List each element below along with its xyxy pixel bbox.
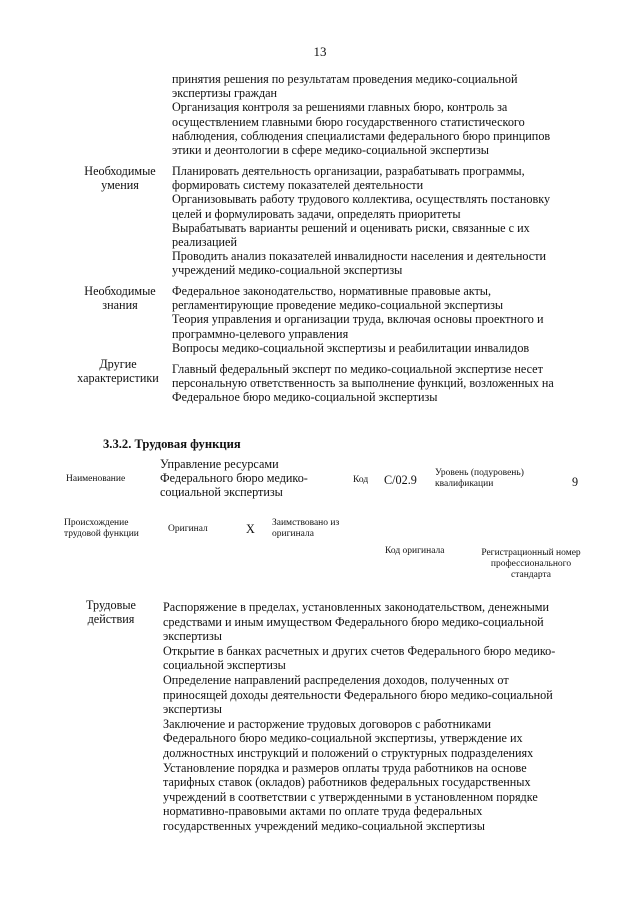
text-line: экспертизы bbox=[163, 702, 222, 717]
code-value: C/02.9 bbox=[384, 473, 417, 487]
label-line: Происхождение bbox=[64, 518, 129, 528]
text-line: Федерального бюро медико- bbox=[160, 471, 308, 486]
text-line: Организация контроля за решениями главных бюро, контроль за bbox=[172, 100, 508, 115]
text-line: социальной экспертизы bbox=[163, 658, 286, 673]
text-line: приносящей доходы деятельности Федерального бюро медико-социальной bbox=[163, 687, 553, 702]
text-line: регламентирующие проведение медико-социальной экспертизы bbox=[172, 298, 504, 313]
text-line: Теория управления и организации труда, включая основы проектного и bbox=[172, 312, 544, 327]
original-label: Оригинал bbox=[168, 524, 208, 534]
text-line: Вырабатывать варианты решений и оценивать риски, связанные с их bbox=[172, 220, 530, 235]
knowledge-text bbox=[172, 284, 543, 355]
text-line: нормативно-правовыми актами по оплате труда федеральных bbox=[163, 804, 483, 819]
text-line: Определение направлений распределения доходов, полученных от bbox=[163, 672, 509, 687]
text-line: Вопросы медико-социальной экспертизы и реабилитации инвалидов bbox=[172, 340, 530, 355]
text-line: Федерального бюро медико-социальной экспертизы, утверждение их bbox=[163, 731, 523, 746]
text-line: Распоряжение в пределах, установленных законодательством, денежными bbox=[163, 600, 550, 614]
label-line: Другие bbox=[99, 357, 137, 371]
borrowed-label bbox=[272, 518, 339, 540]
skills-text bbox=[172, 164, 550, 278]
text-line: Организовывать работу трудового коллектива, осуществлять постановку bbox=[172, 192, 551, 207]
actions-text bbox=[163, 600, 555, 834]
label-line: квалификации bbox=[435, 479, 494, 489]
label-line: Регистрационный номер bbox=[481, 548, 581, 558]
text-line: Федеральное бюро медико-социальной экспертизы bbox=[172, 390, 438, 405]
reg-number-label bbox=[474, 548, 588, 581]
label-line: трудовой функции bbox=[64, 529, 139, 539]
page-number: 13 bbox=[313, 44, 327, 59]
continuation-text bbox=[172, 72, 550, 157]
text-line: Главный федеральный эксперт по медико-социальной экспертизе несет bbox=[172, 362, 543, 376]
label-line: Необходимые bbox=[84, 164, 156, 178]
text-line: должностных инструкций и положений о структурных подразделениях bbox=[163, 745, 534, 760]
code-label: Код bbox=[353, 475, 369, 485]
section-heading: 3.3.2. Трудовая функция bbox=[103, 437, 241, 451]
text-line: социальной экспертизы bbox=[160, 485, 283, 500]
text-line: Проводить анализ показателей инвалидности населения и деятельности bbox=[172, 249, 547, 264]
text-line: целей и формулировать задачи, определять приоритеты bbox=[172, 206, 461, 221]
text-line: Управление ресурсами bbox=[160, 457, 279, 471]
other-label bbox=[64, 357, 172, 385]
level-label bbox=[435, 468, 524, 490]
text-line: наблюдения, соблюдения специалистами федерального бюро принципов bbox=[172, 128, 551, 143]
text-line: экспертизы граждан bbox=[172, 86, 278, 101]
text-line: тарифных ставок (окладов) работников федеральных государственных bbox=[163, 775, 531, 790]
text-line: экспертизы bbox=[163, 629, 222, 644]
text-line: осуществлением главными бюро государственного статистического bbox=[172, 114, 525, 129]
level-value: 9 bbox=[572, 475, 579, 489]
label-line: умения bbox=[101, 178, 139, 193]
label-line: действия bbox=[87, 612, 135, 627]
text-line: этики и деонтологии в сфере медико-социальной экспертизы bbox=[172, 143, 489, 158]
label-line: Необходимые bbox=[84, 284, 156, 298]
text-line: средствами и иным имуществом Федерального бюро медико-социальной bbox=[163, 614, 544, 629]
label-line: Уровень (подуровень) bbox=[435, 468, 524, 478]
skills-label bbox=[70, 164, 170, 192]
label-line: стандарта bbox=[511, 570, 551, 580]
text-line: Открытие в банках расчетных и других счетов Федерального бюро медико- bbox=[163, 643, 556, 658]
label-line: Заимствовано из bbox=[272, 518, 340, 528]
original-mark: X bbox=[246, 522, 255, 536]
label-line: профессионального bbox=[490, 559, 572, 569]
text-line: формировать систему показателей деятельности bbox=[172, 178, 424, 193]
actions-label bbox=[66, 598, 156, 626]
text-line: государственных учреждений медико-социальной экспертизы bbox=[163, 818, 485, 833]
label-line: оригинала bbox=[272, 529, 314, 539]
label-line: характеристики bbox=[77, 371, 159, 386]
text-line: принятия решения по результатам проведения медико-социальной bbox=[172, 72, 518, 86]
text-line: Планировать деятельность организации, разрабатывать программы, bbox=[172, 164, 525, 178]
other-text bbox=[172, 362, 554, 405]
knowledge-label bbox=[70, 284, 170, 312]
text-line: Федеральное законодательство, нормативные правовые акты, bbox=[172, 284, 492, 298]
text-line: учреждений медико-социальной экспертизы bbox=[172, 263, 403, 278]
label-line: знания bbox=[102, 298, 138, 313]
text-line: программно-целевого управления bbox=[172, 326, 349, 341]
text-line: учреждений в соответствии с утвержденными в установленном порядке bbox=[163, 789, 538, 804]
origin-code-label: Код оригинала bbox=[385, 546, 445, 556]
text-line: персональную ответственность за выполнение функций, возложенных на bbox=[172, 376, 554, 391]
label-line: Трудовые bbox=[86, 598, 136, 612]
function-name bbox=[160, 457, 308, 500]
origin-label bbox=[64, 518, 139, 540]
text-line: Заключение и расторжение трудовых договоров с работниками bbox=[163, 716, 491, 731]
text-line: реализацией bbox=[172, 235, 237, 250]
name-label: Наименование bbox=[66, 474, 126, 484]
text-line: Установление порядка и размеров оплаты труда работников на основе bbox=[163, 760, 527, 775]
